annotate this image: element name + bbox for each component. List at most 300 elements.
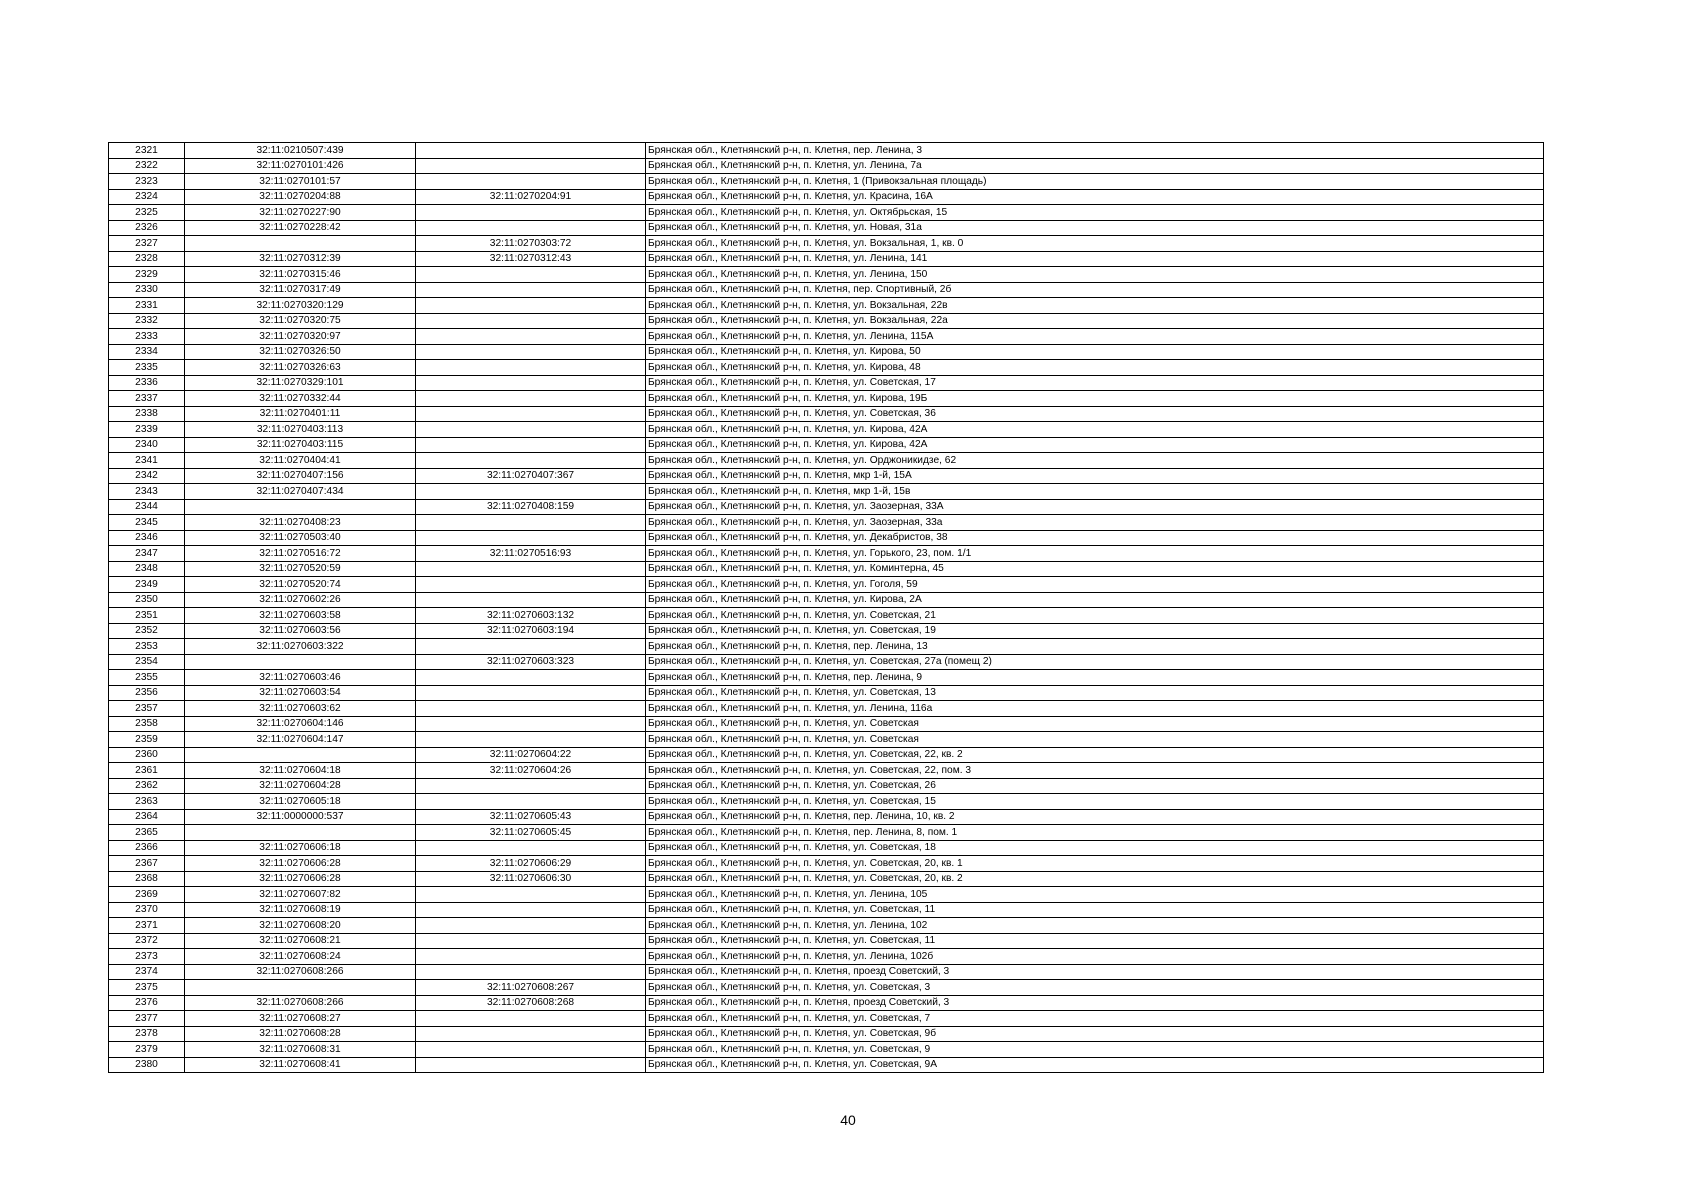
address-cell: Брянская обл., Клетнянский р-н, п. Клетня, ул. Советская, 3: [646, 980, 1544, 996]
table-row: [109, 840, 1544, 856]
cadastral-number-cell: [185, 654, 416, 670]
address-cell: Брянская обл., Клетнянский р-н, п. Клетня, ул. Советская, 11: [646, 933, 1544, 949]
row-number-cell: 2335: [109, 360, 185, 376]
address-cell: Брянская обл., Клетнянский р-н, п. Клетня, ул. Советская, 22, кв. 2: [646, 747, 1544, 763]
related-cadastral-number-cell: [416, 205, 646, 221]
cadastral-number-cell: 32:11:0270604:18: [185, 763, 416, 779]
cadastral-number-cell: 32:11:0270516:72: [185, 546, 416, 562]
table-row: [109, 577, 1544, 593]
table-row: [109, 406, 1544, 422]
address-cell: Брянская обл., Клетнянский р-н, п. Клетня, ул. Ленина, 115А: [646, 329, 1544, 345]
related-cadastral-number-cell: [416, 592, 646, 608]
table-row: [109, 778, 1544, 794]
related-cadastral-number-cell: 32:11:0270603:323: [416, 654, 646, 670]
row-number-cell: 2355: [109, 670, 185, 686]
row-number-cell: 2352: [109, 623, 185, 639]
row-number-cell: 2339: [109, 422, 185, 438]
address-cell: Брянская обл., Клетнянский р-н, п. Клетня, ул. Кирова, 42А: [646, 437, 1544, 453]
cadastral-number-cell: 32:11:0270603:56: [185, 623, 416, 639]
table-row: [109, 561, 1544, 577]
related-cadastral-number-cell: [416, 158, 646, 174]
table-row: [109, 871, 1544, 887]
related-cadastral-number-cell: [416, 685, 646, 701]
row-number-cell: 2344: [109, 499, 185, 515]
row-number-cell: 2358: [109, 716, 185, 732]
row-number-cell: 2343: [109, 484, 185, 500]
related-cadastral-number-cell: [416, 515, 646, 531]
related-cadastral-number-cell: [416, 422, 646, 438]
table-row: [109, 360, 1544, 376]
related-cadastral-number-cell: [416, 670, 646, 686]
row-number-cell: 2351: [109, 608, 185, 624]
table-row: [109, 918, 1544, 934]
table-row: [109, 344, 1544, 360]
cadastral-number-cell: 32:11:0270608:20: [185, 918, 416, 934]
related-cadastral-number-cell: [416, 933, 646, 949]
row-number-cell: 2348: [109, 561, 185, 577]
address-cell: Брянская обл., Клетнянский р-н, п. Клетня, мкр 1-й, 15А: [646, 468, 1544, 484]
table-row: [109, 530, 1544, 546]
address-cell: Брянская обл., Клетнянский р-н, п. Клетня, ул. Советская, 21: [646, 608, 1544, 624]
address-cell: Брянская обл., Клетнянский р-н, п. Клетня, пер. Ленина, 3: [646, 143, 1544, 159]
row-number-cell: 2373: [109, 949, 185, 965]
row-number-cell: 2324: [109, 189, 185, 205]
address-cell: Брянская обл., Клетнянский р-н, п. Клетня, ул. Советская, 11: [646, 902, 1544, 918]
table-row: [109, 391, 1544, 407]
address-cell: Брянская обл., Клетнянский р-н, п. Клетня, ул. Ленина, 7а: [646, 158, 1544, 174]
table-row: [109, 763, 1544, 779]
table-row: [109, 236, 1544, 252]
related-cadastral-number-cell: 32:11:0270312:43: [416, 251, 646, 267]
address-cell: Брянская обл., Клетнянский р-н, п. Клетня, проезд Советский, 3: [646, 964, 1544, 980]
table-row: [109, 267, 1544, 283]
address-cell: Брянская обл., Клетнянский р-н, п. Клетня, ул. Вокзальная, 1, кв. 0: [646, 236, 1544, 252]
table-row: [109, 933, 1544, 949]
row-number-cell: 2354: [109, 654, 185, 670]
table-row: [109, 1042, 1544, 1058]
table-row: [109, 654, 1544, 670]
row-number-cell: 2368: [109, 871, 185, 887]
address-cell: Брянская обл., Клетнянский р-н, п. Клетня, ул. Советская, 9б: [646, 1026, 1544, 1042]
row-number-cell: 2378: [109, 1026, 185, 1042]
row-number-cell: 2349: [109, 577, 185, 593]
table-row: [109, 1057, 1544, 1073]
property-register-table: [108, 142, 1544, 1073]
cadastral-number-cell: 32:11:0270320:75: [185, 313, 416, 329]
related-cadastral-number-cell: [416, 437, 646, 453]
cadastral-number-cell: 32:11:0270607:82: [185, 887, 416, 903]
address-cell: Брянская обл., Клетнянский р-н, п. Клетня, ул. Вокзальная, 22в: [646, 298, 1544, 314]
cadastral-number-cell: 32:11:0270608:266: [185, 964, 416, 980]
table-row: [109, 1026, 1544, 1042]
related-cadastral-number-cell: [416, 298, 646, 314]
address-cell: Брянская обл., Клетнянский р-н, п. Клетня, пер. Спортивный, 2б: [646, 282, 1544, 298]
cadastral-number-cell: 32:11:0270604:146: [185, 716, 416, 732]
related-cadastral-number-cell: [416, 887, 646, 903]
related-cadastral-number-cell: [416, 1026, 646, 1042]
cadastral-number-cell: 32:11:0270228:42: [185, 220, 416, 236]
row-number-cell: 2369: [109, 887, 185, 903]
cadastral-number-cell: 32:11:0270603:58: [185, 608, 416, 624]
row-number-cell: 2356: [109, 685, 185, 701]
row-number-cell: 2347: [109, 546, 185, 562]
address-cell: Брянская обл., Клетнянский р-н, п. Клетня, ул. Советская: [646, 732, 1544, 748]
row-number-cell: 2329: [109, 267, 185, 283]
address-cell: Брянская обл., Клетнянский р-н, п. Клетня, мкр 1-й, 15в: [646, 484, 1544, 500]
address-cell: Брянская обл., Клетнянский р-н, п. Клетня, ул. Советская, 19: [646, 623, 1544, 639]
page-number: 40: [840, 1112, 856, 1128]
row-number-cell: 2370: [109, 902, 185, 918]
related-cadastral-number-cell: [416, 1042, 646, 1058]
cadastral-number-cell: 32:11:0270608:266: [185, 995, 416, 1011]
related-cadastral-number-cell: [416, 530, 646, 546]
table-row: [109, 158, 1544, 174]
cadastral-number-cell: 32:11:0270401:11: [185, 406, 416, 422]
row-number-cell: 2350: [109, 592, 185, 608]
row-number-cell: 2374: [109, 964, 185, 980]
related-cadastral-number-cell: [416, 701, 646, 717]
cadastral-number-cell: 32:11:0270326:50: [185, 344, 416, 360]
row-number-cell: 2359: [109, 732, 185, 748]
cadastral-number-cell: 32:11:0270407:434: [185, 484, 416, 500]
cadastral-number-cell: [185, 747, 416, 763]
cadastral-number-cell: 32:11:0270520:59: [185, 561, 416, 577]
row-number-cell: 2366: [109, 840, 185, 856]
related-cadastral-number-cell: 32:11:0270603:194: [416, 623, 646, 639]
cadastral-number-cell: 32:11:0270403:115: [185, 437, 416, 453]
address-cell: Брянская обл., Клетнянский р-н, п. Клетня, 1 (Привокзальная площадь): [646, 174, 1544, 190]
table-row: [109, 747, 1544, 763]
table-row: [109, 623, 1544, 639]
address-cell: Брянская обл., Клетнянский р-н, п. Клетня, ул. Октябрьская, 15: [646, 205, 1544, 221]
related-cadastral-number-cell: [416, 794, 646, 810]
address-cell: Брянская обл., Клетнянский р-н, п. Клетня, ул. Кирова, 2А: [646, 592, 1544, 608]
cadastral-number-cell: 32:11:0270101:57: [185, 174, 416, 190]
address-cell: Брянская обл., Клетнянский р-н, п. Клетня, ул. Горького, 23, пом. 1/1: [646, 546, 1544, 562]
cadastral-number-cell: 32:11:0270604:28: [185, 778, 416, 794]
cadastral-number-cell: 32:11:0270407:156: [185, 468, 416, 484]
table-row: [109, 794, 1544, 810]
cadastral-number-cell: [185, 980, 416, 996]
related-cadastral-number-cell: [416, 267, 646, 283]
row-number-cell: 2345: [109, 515, 185, 531]
table-row: [109, 499, 1544, 515]
address-cell: Брянская обл., Клетнянский р-н, п. Клетня, ул. Кирова, 48: [646, 360, 1544, 376]
address-cell: Брянская обл., Клетнянский р-н, п. Клетня, пер. Ленина, 10, кв. 2: [646, 809, 1544, 825]
table-row: [109, 205, 1544, 221]
address-cell: Брянская обл., Клетнянский р-н, п. Клетня, ул. Ленина, 102б: [646, 949, 1544, 965]
address-cell: Брянская обл., Клетнянский р-н, п. Клетня, ул. Советская, 20, кв. 2: [646, 871, 1544, 887]
table-row: [109, 375, 1544, 391]
row-number-cell: 2328: [109, 251, 185, 267]
related-cadastral-number-cell: 32:11:0270606:30: [416, 871, 646, 887]
address-cell: Брянская обл., Клетнянский р-н, п. Клетня, ул. Советская, 9А: [646, 1057, 1544, 1073]
cadastral-number-cell: 32:11:0270608:28: [185, 1026, 416, 1042]
row-number-cell: 2323: [109, 174, 185, 190]
address-cell: Брянская обл., Клетнянский р-н, п. Клетня, ул. Советская, 17: [646, 375, 1544, 391]
row-number-cell: 2334: [109, 344, 185, 360]
related-cadastral-number-cell: 32:11:0270407:367: [416, 468, 646, 484]
row-number-cell: 2342: [109, 468, 185, 484]
address-cell: Брянская обл., Клетнянский р-н, п. Клетня, ул. Красина, 16А: [646, 189, 1544, 205]
related-cadastral-number-cell: [416, 1011, 646, 1027]
address-cell: Брянская обл., Клетнянский р-н, п. Клетня, ул. Советская, 27а (помещ 2): [646, 654, 1544, 670]
row-number-cell: 2365: [109, 825, 185, 841]
cadastral-number-cell: 32:11:0270204:88: [185, 189, 416, 205]
related-cadastral-number-cell: 32:11:0270604:26: [416, 763, 646, 779]
address-cell: Брянская обл., Клетнянский р-н, п. Клетня, ул. Советская, 20, кв. 1: [646, 856, 1544, 872]
row-number-cell: 2375: [109, 980, 185, 996]
cadastral-number-cell: 32:11:0210507:439: [185, 143, 416, 159]
address-cell: Брянская обл., Клетнянский р-н, п. Клетня, ул. Кирова, 42А: [646, 422, 1544, 438]
related-cadastral-number-cell: 32:11:0270608:267: [416, 980, 646, 996]
address-cell: Брянская обл., Клетнянский р-н, п. Клетня, ул. Новая, 31а: [646, 220, 1544, 236]
table-row: [109, 1011, 1544, 1027]
row-number-cell: 2332: [109, 313, 185, 329]
table-row: [109, 592, 1544, 608]
cadastral-number-cell: 32:11:0270608:24: [185, 949, 416, 965]
cadastral-number-cell: 32:11:0270608:31: [185, 1042, 416, 1058]
cadastral-number-cell: [185, 825, 416, 841]
row-number-cell: 2371: [109, 918, 185, 934]
row-number-cell: 2336: [109, 375, 185, 391]
table-row: [109, 329, 1544, 345]
row-number-cell: 2340: [109, 437, 185, 453]
table-row: [109, 546, 1544, 562]
related-cadastral-number-cell: 32:11:0270605:43: [416, 809, 646, 825]
related-cadastral-number-cell: [416, 1057, 646, 1073]
address-cell: Брянская обл., Клетнянский р-н, п. Клетня, пер. Ленина, 8, пом. 1: [646, 825, 1544, 841]
cadastral-number-cell: 32:11:0270317:49: [185, 282, 416, 298]
related-cadastral-number-cell: [416, 732, 646, 748]
address-cell: Брянская обл., Клетнянский р-н, п. Клетня, ул. Советская, 18: [646, 840, 1544, 856]
related-cadastral-number-cell: [416, 639, 646, 655]
row-number-cell: 2363: [109, 794, 185, 810]
row-number-cell: 2325: [109, 205, 185, 221]
related-cadastral-number-cell: [416, 778, 646, 794]
related-cadastral-number-cell: [416, 484, 646, 500]
cadastral-number-cell: 32:11:0270227:90: [185, 205, 416, 221]
cadastral-number-cell: 32:11:0270320:97: [185, 329, 416, 345]
table-row: [109, 670, 1544, 686]
related-cadastral-number-cell: 32:11:0270608:268: [416, 995, 646, 1011]
related-cadastral-number-cell: [416, 391, 646, 407]
address-cell: Брянская обл., Клетнянский р-н, п. Клетня, ул. Советская, 13: [646, 685, 1544, 701]
table-row: [109, 174, 1544, 190]
row-number-cell: 2377: [109, 1011, 185, 1027]
address-cell: Брянская обл., Клетнянский р-н, п. Клетня, ул. Кирова, 50: [646, 344, 1544, 360]
table-row: [109, 484, 1544, 500]
cadastral-number-cell: 32:11:0270403:113: [185, 422, 416, 438]
address-cell: Брянская обл., Клетнянский р-н, п. Клетня, ул. Ленина, 102: [646, 918, 1544, 934]
address-cell: Брянская обл., Клетнянский р-н, п. Клетня, ул. Кирова, 19Б: [646, 391, 1544, 407]
cadastral-number-cell: 32:11:0270606:28: [185, 856, 416, 872]
cadastral-number-cell: 32:11:0270101:426: [185, 158, 416, 174]
related-cadastral-number-cell: 32:11:0270516:93: [416, 546, 646, 562]
row-number-cell: 2367: [109, 856, 185, 872]
related-cadastral-number-cell: [416, 344, 646, 360]
related-cadastral-number-cell: [416, 406, 646, 422]
table-row: [109, 995, 1544, 1011]
cadastral-number-cell: 32:11:0270332:44: [185, 391, 416, 407]
related-cadastral-number-cell: [416, 453, 646, 469]
address-cell: Брянская обл., Клетнянский р-н, п. Клетня, ул. Вокзальная, 22а: [646, 313, 1544, 329]
related-cadastral-number-cell: [416, 716, 646, 732]
cadastral-number-cell: 32:11:0270326:63: [185, 360, 416, 376]
cadastral-number-cell: 32:11:0270608:41: [185, 1057, 416, 1073]
table-row: [109, 809, 1544, 825]
table-row: [109, 716, 1544, 732]
table-row: [109, 732, 1544, 748]
row-number-cell: 2364: [109, 809, 185, 825]
cadastral-number-cell: [185, 499, 416, 515]
row-number-cell: 2341: [109, 453, 185, 469]
cadastral-number-cell: 32:11:0270606:18: [185, 840, 416, 856]
cadastral-number-cell: 32:11:0270520:74: [185, 577, 416, 593]
cadastral-number-cell: 32:11:0270315:46: [185, 267, 416, 283]
related-cadastral-number-cell: [416, 949, 646, 965]
cadastral-number-cell: 32:11:0270603:62: [185, 701, 416, 717]
table-row: [109, 189, 1544, 205]
table-row: [109, 856, 1544, 872]
row-number-cell: 2331: [109, 298, 185, 314]
cadastral-number-cell: 32:11:0270603:46: [185, 670, 416, 686]
table-row: [109, 437, 1544, 453]
address-cell: Брянская обл., Клетнянский р-н, п. Клетня, ул. Советская, 9: [646, 1042, 1544, 1058]
address-cell: Брянская обл., Клетнянский р-н, п. Клетня, ул. Советская, 15: [646, 794, 1544, 810]
row-number-cell: 2346: [109, 530, 185, 546]
table-row: [109, 422, 1544, 438]
address-cell: Брянская обл., Клетнянский р-н, п. Клетня, пер. Ленина, 13: [646, 639, 1544, 655]
address-cell: Брянская обл., Клетнянский р-н, п. Клетня, ул. Коминтерна, 45: [646, 561, 1544, 577]
related-cadastral-number-cell: [416, 143, 646, 159]
cadastral-number-cell: 32:11:0000000:537: [185, 809, 416, 825]
related-cadastral-number-cell: [416, 561, 646, 577]
row-number-cell: 2361: [109, 763, 185, 779]
related-cadastral-number-cell: 32:11:0270204:91: [416, 189, 646, 205]
cadastral-number-cell: 32:11:0270608:19: [185, 902, 416, 918]
row-number-cell: 2330: [109, 282, 185, 298]
related-cadastral-number-cell: [416, 174, 646, 190]
row-number-cell: 2372: [109, 933, 185, 949]
address-cell: Брянская обл., Клетнянский р-н, п. Клетня, ул. Советская, 36: [646, 406, 1544, 422]
row-number-cell: 2376: [109, 995, 185, 1011]
address-cell: Брянская обл., Клетнянский р-н, п. Клетня, ул. Гоголя, 59: [646, 577, 1544, 593]
address-cell: Брянская обл., Клетнянский р-н, п. Клетня, ул. Орджоникидзе, 62: [646, 453, 1544, 469]
table-row: [109, 313, 1544, 329]
table-row: [109, 515, 1544, 531]
related-cadastral-number-cell: [416, 360, 646, 376]
related-cadastral-number-cell: [416, 375, 646, 391]
address-cell: Брянская обл., Клетнянский р-н, п. Клетня, ул. Декабристов, 38: [646, 530, 1544, 546]
address-cell: Брянская обл., Клетнянский р-н, п. Клетня, ул. Советская, 7: [646, 1011, 1544, 1027]
row-number-cell: 2333: [109, 329, 185, 345]
table-row: [109, 964, 1544, 980]
table-row: [109, 685, 1544, 701]
related-cadastral-number-cell: [416, 577, 646, 593]
row-number-cell: 2380: [109, 1057, 185, 1073]
row-number-cell: 2326: [109, 220, 185, 236]
related-cadastral-number-cell: [416, 329, 646, 345]
address-cell: Брянская обл., Клетнянский р-н, п. Клетня, ул. Ленина, 141: [646, 251, 1544, 267]
cadastral-number-cell: 32:11:0270605:18: [185, 794, 416, 810]
cadastral-number-cell: 32:11:0270320:129: [185, 298, 416, 314]
related-cadastral-number-cell: 32:11:0270303:72: [416, 236, 646, 252]
address-cell: Брянская обл., Клетнянский р-н, п. Клетня, ул. Заозерная, 33А: [646, 499, 1544, 515]
address-cell: Брянская обл., Клетнянский р-н, п. Клетня, ул. Ленина, 105: [646, 887, 1544, 903]
row-number-cell: 2362: [109, 778, 185, 794]
related-cadastral-number-cell: [416, 313, 646, 329]
address-cell: Брянская обл., Клетнянский р-н, п. Клетня, ул. Заозерная, 33а: [646, 515, 1544, 531]
address-cell: Брянская обл., Клетнянский р-н, п. Клетня, ул. Советская: [646, 716, 1544, 732]
cadastral-number-cell: 32:11:0270602:26: [185, 592, 416, 608]
table-row: [109, 468, 1544, 484]
row-number-cell: 2353: [109, 639, 185, 655]
address-cell: Брянская обл., Клетнянский р-н, п. Клетня, ул. Ленина, 150: [646, 267, 1544, 283]
cadastral-number-cell: 32:11:0270608:21: [185, 933, 416, 949]
table-row: [109, 608, 1544, 624]
cadastral-number-cell: 32:11:0270604:147: [185, 732, 416, 748]
address-cell: Брянская обл., Клетнянский р-н, п. Клетня, ул. Ленина, 116а: [646, 701, 1544, 717]
related-cadastral-number-cell: 32:11:0270603:132: [416, 608, 646, 624]
cadastral-number-cell: 32:11:0270503:40: [185, 530, 416, 546]
related-cadastral-number-cell: [416, 964, 646, 980]
table-row: [109, 220, 1544, 236]
related-cadastral-number-cell: [416, 902, 646, 918]
table-row: [109, 980, 1544, 996]
address-cell: Брянская обл., Клетнянский р-н, п. Клетня, пер. Ленина, 9: [646, 670, 1544, 686]
address-cell: Брянская обл., Клетнянский р-н, п. Клетня, ул. Советская, 26: [646, 778, 1544, 794]
row-number-cell: 2338: [109, 406, 185, 422]
table-row: [109, 701, 1544, 717]
address-cell: Брянская обл., Клетнянский р-н, п. Клетня, проезд Советский, 3: [646, 995, 1544, 1011]
table-row: [109, 825, 1544, 841]
row-number-cell: 2360: [109, 747, 185, 763]
table-row: [109, 282, 1544, 298]
cadastral-number-cell: 32:11:0270603:322: [185, 639, 416, 655]
row-number-cell: 2321: [109, 143, 185, 159]
table-body: [109, 143, 1544, 1073]
related-cadastral-number-cell: 32:11:0270606:29: [416, 856, 646, 872]
related-cadastral-number-cell: 32:11:0270604:22: [416, 747, 646, 763]
row-number-cell: 2322: [109, 158, 185, 174]
row-number-cell: 2379: [109, 1042, 185, 1058]
table-row: [109, 639, 1544, 655]
table-row: [109, 143, 1544, 159]
cadastral-number-cell: 32:11:0270603:54: [185, 685, 416, 701]
cadastral-number-cell: 32:11:0270312:39: [185, 251, 416, 267]
row-number-cell: 2337: [109, 391, 185, 407]
related-cadastral-number-cell: [416, 220, 646, 236]
related-cadastral-number-cell: [416, 918, 646, 934]
address-cell: Брянская обл., Клетнянский р-н, п. Клетня, ул. Советская, 22, пом. 3: [646, 763, 1544, 779]
table-row: [109, 902, 1544, 918]
cadastral-number-cell: 32:11:0270404:41: [185, 453, 416, 469]
related-cadastral-number-cell: 32:11:0270605:45: [416, 825, 646, 841]
table-row: [109, 949, 1544, 965]
table-row: [109, 887, 1544, 903]
cadastral-number-cell: 32:11:0270408:23: [185, 515, 416, 531]
row-number-cell: 2357: [109, 701, 185, 717]
related-cadastral-number-cell: [416, 282, 646, 298]
related-cadastral-number-cell: [416, 840, 646, 856]
table-row: [109, 453, 1544, 469]
table-row: [109, 251, 1544, 267]
cadastral-number-cell: [185, 236, 416, 252]
cadastral-number-cell: 32:11:0270606:28: [185, 871, 416, 887]
table-row: [109, 298, 1544, 314]
related-cadastral-number-cell: 32:11:0270408:159: [416, 499, 646, 515]
